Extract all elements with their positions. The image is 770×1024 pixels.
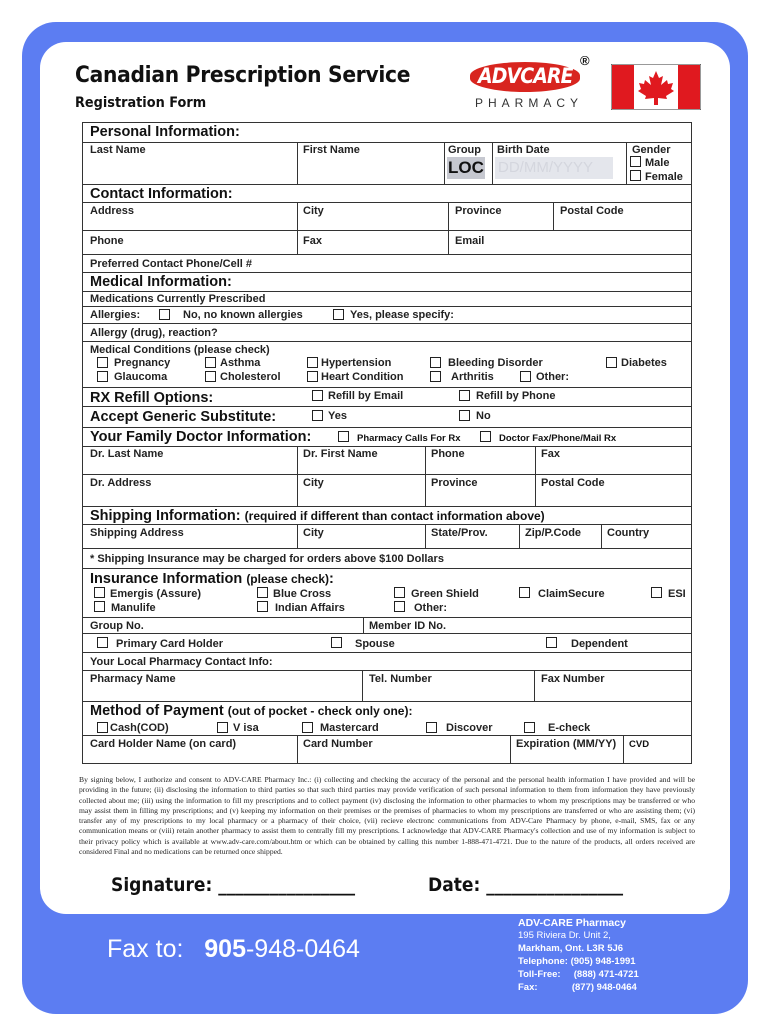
no-allergies-checkbox[interactable] bbox=[159, 309, 170, 320]
doctor-fax-label: Doctor Fax/Phone/Mail Rx bbox=[499, 433, 617, 444]
discover-checkbox[interactable] bbox=[426, 722, 437, 733]
mastercard-label: Mastercard bbox=[320, 722, 379, 734]
mastercard-checkbox[interactable] bbox=[302, 722, 313, 733]
indian-affairs-checkbox[interactable] bbox=[257, 601, 268, 612]
doctor-fax-checkbox[interactable] bbox=[480, 431, 491, 442]
generic-heading: Accept Generic Substitute: bbox=[90, 409, 277, 425]
card-holder-label: Card Holder Name (on card) bbox=[90, 738, 237, 750]
pharmacy-name-label: Pharmacy Name bbox=[90, 673, 176, 685]
condition-label: Arthritis bbox=[451, 371, 494, 383]
birth-date-field[interactable]: DD/MM/YYYY bbox=[495, 157, 613, 179]
address-line-2: Markham, Ont. L3R 5J6 bbox=[518, 943, 624, 954]
pharmacy-tel-label: Tel. Number bbox=[369, 673, 432, 685]
conditions-label: Medical Conditions (please check) bbox=[90, 344, 270, 356]
footer-fax: Fax: (877) 948-0464 bbox=[518, 982, 637, 993]
doctor-heading: Your Family Doctor Information: bbox=[90, 429, 312, 445]
dr-fax-label: Fax bbox=[541, 448, 560, 460]
spouse-checkbox[interactable] bbox=[331, 637, 342, 648]
esi-checkbox[interactable] bbox=[651, 587, 662, 598]
pharmacy-calls-checkbox[interactable] bbox=[338, 431, 349, 442]
medical-heading: Medical Information: bbox=[90, 274, 232, 290]
insurance-option: Blue Cross bbox=[273, 588, 332, 600]
contact-heading: Contact Information: bbox=[90, 186, 233, 202]
generic-no-label: No bbox=[476, 410, 491, 422]
pharmacy-fax-label: Fax Number bbox=[541, 673, 605, 685]
insurance-option: Other: bbox=[414, 602, 447, 614]
refill-heading: RX Refill Options: bbox=[90, 390, 214, 406]
province-label: Province bbox=[455, 205, 502, 217]
insurance-option: Green Shield bbox=[411, 588, 479, 600]
generic-yes-label: Yes bbox=[328, 410, 347, 422]
logo-text: ADVCARE bbox=[478, 64, 573, 88]
asthma-checkbox[interactable] bbox=[205, 357, 216, 368]
postal-code-label: Postal Code bbox=[560, 205, 624, 217]
signature-line[interactable]: Signature: ________________ bbox=[111, 874, 356, 896]
member-id-label: Member ID No. bbox=[369, 620, 447, 632]
condition-label: Asthma bbox=[220, 357, 261, 369]
allergy-reaction-label: Allergy (drug), reaction? bbox=[90, 327, 218, 339]
shipping-address-label: Shipping Address bbox=[90, 527, 184, 539]
shipping-state-label: State/Prov. bbox=[431, 527, 488, 539]
email-label: Email bbox=[455, 235, 485, 247]
fax-area-code: 905 bbox=[204, 935, 246, 963]
preferred-contact-label: Preferred Contact Phone/Cell # bbox=[90, 258, 252, 270]
insurance-heading bbox=[90, 571, 334, 587]
condition-label: Pregnancy bbox=[114, 357, 171, 369]
insurance-option: ClaimSecure bbox=[538, 588, 605, 600]
gender-label: Gender bbox=[632, 144, 671, 156]
dependent-label: Dependent bbox=[571, 638, 628, 650]
insurance-option: ESI bbox=[668, 588, 686, 600]
dr-province-label: Province bbox=[431, 477, 478, 489]
registered-mark: ® bbox=[580, 53, 590, 68]
spouse-label: Spouse bbox=[355, 638, 395, 650]
refill-phone-checkbox[interactable] bbox=[459, 390, 470, 401]
shipping-country-label: Country bbox=[607, 527, 650, 539]
male-label: Male bbox=[645, 157, 670, 169]
local-pharmacy-label: Your Local Pharmacy Contact Info: bbox=[90, 656, 273, 668]
card-number-label: Card Number bbox=[303, 738, 373, 750]
fax-number: -948-0464 bbox=[245, 935, 360, 963]
female-label: Female bbox=[645, 171, 683, 183]
generic-no-checkbox[interactable] bbox=[459, 410, 470, 421]
blue-cross-checkbox[interactable] bbox=[257, 587, 268, 598]
male-checkbox[interactable] bbox=[630, 156, 641, 167]
primary-holder-label: Primary Card Holder bbox=[116, 638, 223, 650]
insurance-title: Insurance Information bbox=[90, 571, 243, 587]
refill-email-checkbox[interactable] bbox=[312, 390, 323, 401]
other-insurance-checkbox[interactable] bbox=[394, 601, 405, 612]
city-label: City bbox=[303, 205, 324, 217]
dependent-checkbox[interactable] bbox=[546, 637, 557, 648]
cholesterol-checkbox[interactable] bbox=[205, 371, 216, 382]
fax-to-label: Fax to: bbox=[107, 935, 184, 963]
shipping-insurance-note: * Shipping Insurance may be charged for orders above $100 Dollars bbox=[90, 553, 444, 565]
consent-text: By signing below, I authorize and consent to ADV-CARE Pharmacy Inc.: (i) collecting and checking the accuracy of the personal and the personal health information I have provided and will be providing in the future; (ii) disclosing the information to third parties so that such third parties may provide verification of such personal information to them from information they have previously collected about me; (iii) using the information to fill my prescriptions and to collect payment (iv) disclosing the information to other pharmacies to whom my prescriptions may be transferred or who may assist them in filling my prescriptions; and (v) keeping my information on their premises or the premises of pharmacies to whom my prescriptions are transferred or who are assisting them; (vi) transfer any of my prescriptions to my local pharmacy or a pharmacy of their choice, (vii) recieve electronc communications from ADV-Care Pharmacy by phone, e-mail, SMS, fax or any communication means or (viii) retain another pharmacy to assist them to centrally fill my prescriptions. I acknowledge that ADV-CARE Pharmacy's collection and use of my information is subject to their privacy policy which is available at www.adv-care.com/about.htm or which can be obtained by calling this number 1-888-471-4721. Due to the nature of the products, all orders received are considered Final and no medications can be returned once shipped. bbox=[79, 775, 695, 857]
payment-heading bbox=[90, 703, 412, 719]
condition-label: Diabetes bbox=[621, 357, 667, 369]
glaucoma-checkbox[interactable] bbox=[97, 371, 108, 382]
insurance-option: Indian Affairs bbox=[275, 602, 345, 614]
condition-label: Hypertension bbox=[321, 357, 392, 369]
address-line-1: 195 Riviera Dr. Unit 2, bbox=[518, 930, 611, 941]
dr-phone-label: Phone bbox=[431, 448, 465, 460]
dr-city-label: City bbox=[303, 477, 324, 489]
claimsecure-checkbox[interactable] bbox=[519, 587, 530, 598]
pregnancy-checkbox[interactable] bbox=[97, 357, 108, 368]
condition-label: Other: bbox=[536, 371, 569, 383]
refill-email-label: Refill by Email bbox=[328, 390, 404, 402]
insurance-option: Manulife bbox=[111, 602, 156, 614]
female-checkbox[interactable] bbox=[630, 170, 641, 181]
shipping-zip-label: Zip/P.Code bbox=[525, 527, 582, 539]
condition-label: Bleeding Disorder bbox=[448, 357, 543, 369]
first-name-label: First Name bbox=[303, 144, 360, 156]
other-condition-checkbox[interactable] bbox=[520, 371, 531, 382]
canada-flag-icon bbox=[611, 64, 701, 110]
pharmacy-calls-label: Pharmacy Calls For Rx bbox=[357, 433, 461, 444]
dr-address-label: Dr. Address bbox=[90, 477, 152, 489]
refill-phone-label: Refill by Phone bbox=[476, 390, 556, 402]
manulife-checkbox[interactable] bbox=[94, 601, 105, 612]
cvd-label: CVD bbox=[629, 739, 650, 750]
shipping-note: (required if different than contact information above) bbox=[244, 509, 545, 523]
generic-yes-checkbox[interactable] bbox=[312, 410, 323, 421]
dr-first-name-label: Dr. First Name bbox=[303, 448, 378, 460]
discover-label: Discover bbox=[446, 722, 493, 734]
group-label: Group bbox=[448, 144, 481, 156]
echeck-label: E-check bbox=[548, 722, 591, 734]
date-line[interactable]: Date: ________________ bbox=[428, 874, 624, 896]
dr-last-name-label: Dr. Last Name bbox=[90, 448, 164, 460]
page-subtitle: Registration Form bbox=[75, 95, 207, 111]
no-allergies-label: No, no known allergies bbox=[183, 309, 303, 321]
insurance-option: Emergis (Assure) bbox=[110, 588, 202, 600]
insurance-colon: : bbox=[329, 571, 334, 587]
last-name-label: Last Name bbox=[90, 144, 146, 156]
fax-to bbox=[107, 935, 360, 964]
diabetes-checkbox[interactable] bbox=[606, 357, 617, 368]
cash-label: Cash(COD) bbox=[110, 722, 169, 734]
visa-checkbox[interactable] bbox=[217, 722, 228, 733]
telephone: Telephone: (905) 948-1991 bbox=[518, 956, 636, 967]
payment-title: Method of Payment bbox=[90, 703, 224, 719]
phone-label: Phone bbox=[90, 235, 124, 247]
logo-pharmacy: PHARMACY bbox=[475, 96, 584, 110]
condition-label: Glaucoma bbox=[114, 371, 168, 383]
company-name: ADV-CARE Pharmacy bbox=[518, 917, 626, 929]
heart-condition-checkbox[interactable] bbox=[307, 371, 318, 382]
fax-label: Fax bbox=[303, 235, 322, 247]
personal-heading: Personal Information: bbox=[90, 124, 240, 140]
arthritis-checkbox[interactable] bbox=[430, 371, 441, 382]
payment-note: (out of pocket - check only one): bbox=[227, 704, 413, 718]
emergis-checkbox[interactable] bbox=[94, 587, 105, 598]
medications-label: Medications Currently Prescribed bbox=[90, 293, 266, 305]
group-no-label: Group No. bbox=[90, 620, 144, 632]
echeck-checkbox[interactable] bbox=[524, 722, 535, 733]
insurance-note: (please check) bbox=[246, 572, 330, 586]
yes-specify-label: Yes, please specify: bbox=[350, 309, 454, 321]
shipping-heading bbox=[90, 508, 545, 524]
page-title: Canadian Prescription Service bbox=[75, 63, 411, 88]
shipping-city-label: City bbox=[303, 527, 324, 539]
group-field[interactable]: LOC bbox=[448, 158, 484, 177]
dr-postal-label: Postal Code bbox=[541, 477, 605, 489]
primary-holder-checkbox[interactable] bbox=[97, 637, 108, 648]
expiration-label: Expiration (MM/YY) bbox=[516, 738, 617, 750]
condition-label: Heart Condition bbox=[321, 371, 404, 383]
yes-allergies-checkbox[interactable] bbox=[333, 309, 344, 320]
green-shield-checkbox[interactable] bbox=[394, 587, 405, 598]
shipping-title: Shipping Information: bbox=[90, 508, 241, 524]
condition-label: Cholesterol bbox=[220, 371, 281, 383]
bleeding-disorder-checkbox[interactable] bbox=[430, 357, 441, 368]
toll-free: Toll-Free: (888) 471-4721 bbox=[518, 969, 639, 980]
cash-checkbox[interactable] bbox=[97, 722, 108, 733]
allergies-label: Allergies: bbox=[90, 309, 141, 321]
address-label: Address bbox=[90, 205, 135, 217]
visa-label: V isa bbox=[233, 722, 259, 734]
birth-date-label: Birth Date bbox=[497, 144, 550, 156]
hypertension-checkbox[interactable] bbox=[307, 357, 318, 368]
